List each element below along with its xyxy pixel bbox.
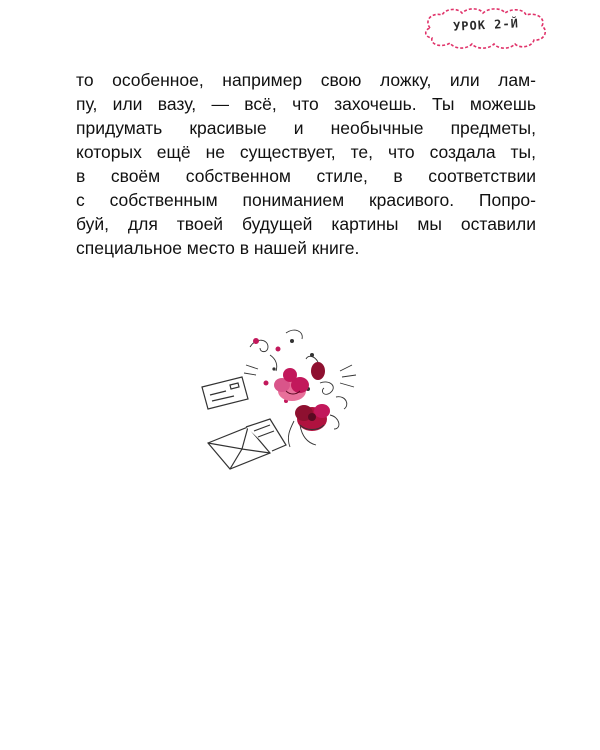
- lesson-badge: [420, 6, 552, 52]
- text-line: в своём собственном стиле, в соответствии: [76, 166, 536, 186]
- flowers-envelopes-illustration: [190, 325, 370, 475]
- text-line: то особенное, например свою ложку, или лам-: [76, 70, 536, 90]
- text-line: придумать красивые и необычные предметы,: [76, 118, 536, 138]
- text-line: специальное место в нашей книге.: [76, 238, 360, 258]
- text-line: с собственным пониманием красивого. Попро-: [76, 190, 536, 210]
- text-line: буй, для твоей будущей картины мы оставили: [76, 214, 536, 234]
- text-line: пу, или вазу, — всё, что захочешь. Ты можешь: [76, 94, 536, 114]
- pink-flower-icon: [274, 368, 309, 401]
- body-paragraph: [76, 68, 536, 260]
- text-line: которых ещё не существует, те, что создала ты,: [76, 142, 536, 162]
- open-envelope-icon: [208, 419, 286, 469]
- envelope-icon: [202, 377, 248, 409]
- flower-bud-icon: [306, 356, 325, 380]
- lesson-label: УРОК 2-Й: [452, 16, 520, 34]
